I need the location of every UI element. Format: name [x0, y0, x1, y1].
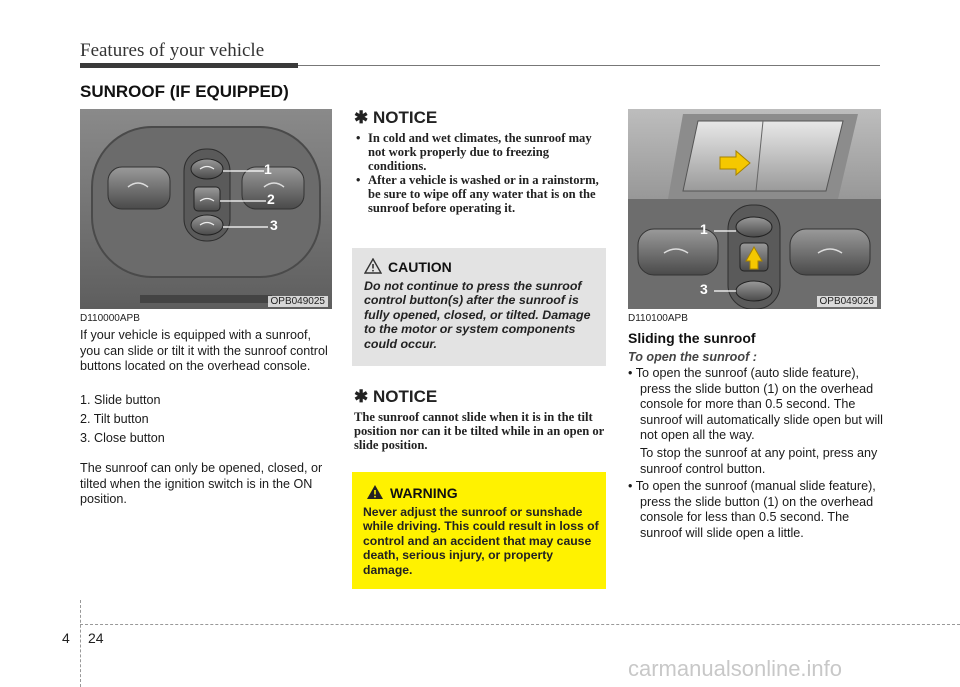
- running-header: Features of your vehicle: [80, 40, 265, 61]
- caution-title: CAUTION: [388, 259, 452, 275]
- stop-sunroof-note: To stop the sunroof at any point, press any sunroof control button.: [640, 446, 878, 476]
- notice-bullets: [354, 131, 606, 215]
- callout-1: 1: [700, 221, 708, 237]
- caution-box: [352, 248, 606, 366]
- sunroof-console-photo: [628, 109, 881, 309]
- list-item-tilt: 2. Tilt button: [80, 412, 149, 426]
- page-number: 24: [88, 630, 104, 646]
- callout-2: 2: [267, 191, 275, 207]
- section-code: D110100APB: [628, 313, 688, 324]
- warning-box: [352, 472, 606, 589]
- bullet-manual-slide: • To open the sunroof (manual slide feature), press the slide button (1) on the overhead console for less than 0.5 second. The sunroof will slide open a little.: [628, 479, 876, 540]
- overhead-console-photo: [80, 109, 332, 309]
- watermark: carmanualsonline.info: [628, 656, 843, 681]
- callout-3: 3: [700, 281, 708, 297]
- warning-text: Never adjust the sunroof or sunshade while driving. This could result in loss of control and an accident that may cause death, serious injury, or property damage.: [363, 505, 599, 577]
- italic-heading: To open the sunroof :: [628, 350, 757, 364]
- notice-heading-2: ✱ NOTICE: [354, 387, 438, 406]
- warning-title: WARNING: [390, 485, 458, 501]
- footer-rule: [80, 624, 960, 625]
- notice-bullet: • After a vehicle is washed or in a rainstorm, be sure to wipe off any water that is on the sunroof before operating it.: [354, 173, 606, 215]
- callout-1: 1: [264, 161, 272, 177]
- photo-code: OPB049026: [817, 296, 878, 307]
- warning-icon: [366, 484, 384, 505]
- bullet-auto-slide: • To open the sunroof (auto slide feature), press the slide button (1) on the overhead console for more than 0.5 second. The sunroof will automatically slide open but will not open all the way.: [628, 366, 883, 443]
- bullet-manual-slide-text: To open the sunroof (manual slide feature), press the slide button (1) on the overhead console for less than 0.5 second. The sunroof will slide open a little.: [635, 479, 876, 540]
- caution-icon: [364, 258, 382, 279]
- header-rule-thick: [80, 63, 298, 68]
- overhead-console-illustration: [80, 109, 332, 309]
- header-rule-thin: [298, 65, 880, 66]
- callout-3: 3: [270, 217, 278, 233]
- footer-vertical-rule: [80, 600, 81, 687]
- intro-paragraph: If your vehicle is equipped with a sunroof, you can slide or tilt it with the sunroof control buttons located on the overhead console.: [80, 328, 328, 374]
- section-code: D110000APB: [80, 313, 140, 324]
- notice-bullet: • In cold and wet climates, the sunroof may not work properly due to freezing conditions.: [354, 131, 606, 173]
- chapter-number: 4: [62, 630, 70, 646]
- bullet-auto-slide-text: To open the sunroof (auto slide feature), press the slide button (1) on the overhead console for more than 0.5 second. The sunroof will automatically slide open but will not open all the way.: [635, 366, 883, 443]
- notice-2-text: The sunroof cannot slide when it is in the tilt position nor can it be tilted while in an open or slide position.: [354, 410, 605, 452]
- sunroof-console-illustration: [628, 109, 881, 309]
- photo-code: OPB049025: [268, 296, 329, 307]
- list-item-slide: 1. Slide button: [80, 393, 161, 407]
- notice-heading: ✱ NOTICE: [354, 108, 438, 127]
- list-item-close: 3. Close button: [80, 431, 165, 445]
- ignition-note: The sunroof can only be opened, closed, or tilted when the ignition switch is in the ON position.: [80, 461, 323, 507]
- caution-text: Do not continue to press the sunroof control button(s) after the sunroof is fully opened, closed, or tilted. Damage to the motor or system components could occur.: [364, 279, 591, 351]
- subheading: Sliding the sunroof: [628, 330, 756, 346]
- section-title: SUNROOF (IF EQUIPPED): [80, 82, 289, 101]
